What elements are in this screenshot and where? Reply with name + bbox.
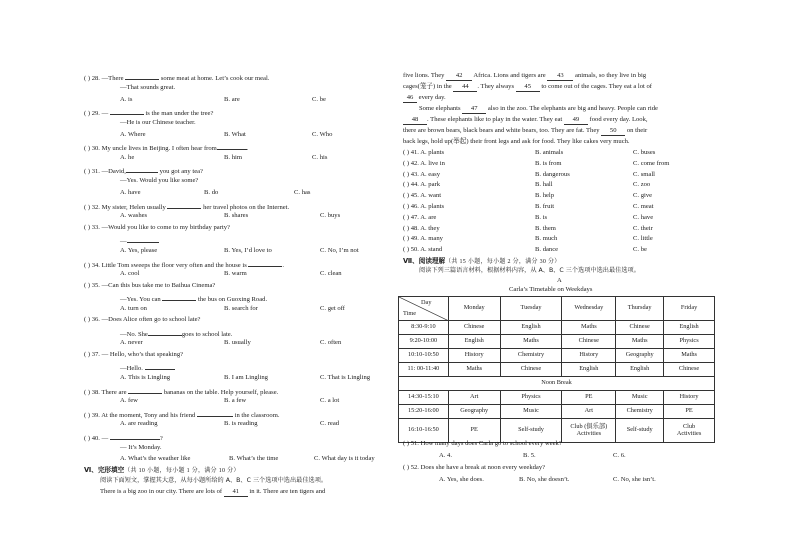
- option: A. Where: [120, 131, 146, 138]
- option: C. 6.: [613, 452, 626, 459]
- question-36-reply: —No. She goes to school late.: [120, 331, 233, 338]
- option: C. meat: [633, 203, 654, 210]
- subject-cell: Maths: [664, 349, 715, 363]
- option: A. washes: [120, 212, 148, 219]
- passage-line: 48 . These elephants like to play in the water. They eat 49 food every day. Look,: [403, 117, 648, 125]
- option: A. never: [120, 339, 143, 346]
- subject-cell: Music: [500, 405, 562, 419]
- option: B. I am Lingling: [224, 374, 268, 381]
- subject-cell: English: [500, 321, 562, 335]
- question-28: ( ) 28. —There some meat at home. Let’s cook our meal.: [84, 75, 270, 82]
- day-header: Tuesday: [500, 297, 562, 321]
- question-32: ( ) 32. My sister, Helen usually her travel photos on the Internet.: [84, 204, 290, 211]
- day-header: Monday: [448, 297, 500, 321]
- cloze-option-row: ( ) 43. A. easy: [403, 170, 440, 178]
- time-label: Time: [403, 310, 417, 317]
- option: C. Who: [312, 131, 333, 138]
- timetable-row: [399, 349, 715, 363]
- option: C. be: [633, 246, 647, 254]
- time-cell: 11: 00-11:40: [399, 363, 449, 377]
- subject-cell: PE: [448, 419, 500, 443]
- passage-line: back legs, hold up(举起) their front legs and ask for food. They like cakes very much.: [403, 138, 630, 145]
- time-cell: 16:10-16:50: [399, 419, 449, 443]
- subject-line: Activities: [576, 429, 602, 437]
- subject-cell: Maths: [616, 335, 664, 349]
- option: A. he: [120, 154, 135, 161]
- timetable-row: [399, 363, 715, 377]
- question-35: ( ) 35. —Can this bus take me to Baihua Cinema?: [84, 282, 216, 289]
- option: A. are reading: [120, 420, 158, 427]
- option: B. 5.: [523, 452, 536, 459]
- time-cell: 14:30-15:10: [399, 391, 449, 405]
- subject-cell: Art: [448, 391, 500, 405]
- passage-line: cages(笼子) in the 44 . They always 45 to come out of the cages. They eat a lot of: [403, 83, 653, 90]
- question-37-reply: —Hello.: [120, 363, 175, 373]
- option: C. their: [633, 224, 653, 232]
- subject-line: Club: [682, 423, 696, 431]
- option: A. few: [120, 397, 138, 404]
- option: B. fruit: [535, 203, 555, 210]
- question-39: ( ) 39. At the moment, Tony and his friend in the classroom.: [84, 412, 280, 419]
- timetable-corner-cell: [399, 297, 449, 321]
- cloze-option-row: ( ) 42. A. live in: [403, 159, 445, 167]
- day-header: Wednesday: [562, 297, 616, 321]
- subject-cell: English: [448, 335, 500, 349]
- passage-line: Some elephants 47 also in the zoo. The elephants are big and heavy. People can ride: [419, 105, 658, 112]
- day-header: Friday: [664, 297, 715, 321]
- question-35-reply: —Yes. You can the bus on Guoxing Road.: [120, 296, 268, 303]
- question-31-reply: —Yes. Would you like some?: [120, 177, 199, 184]
- cloze-option-row: ( ) 41. A. plants: [403, 149, 445, 156]
- question-33: ( ) 33. —Would you like to come to my birthday party?: [84, 224, 230, 231]
- subject-cell: [664, 419, 715, 443]
- time-cell: 15:20-16:00: [399, 405, 449, 419]
- option: A. Yes, please: [120, 247, 158, 254]
- subject-cell: History: [664, 391, 715, 405]
- option: C. get off: [320, 305, 345, 312]
- timetable-row: [399, 335, 715, 349]
- question-28-reply: —That sounds great.: [120, 84, 176, 91]
- timetable-row: [399, 419, 715, 443]
- subject-cell: English: [616, 363, 664, 377]
- option: B. Yes, I’d love to: [224, 247, 272, 254]
- option: B. animals: [535, 149, 564, 156]
- option: B. What’s the time: [229, 455, 279, 462]
- timetable-title: Carla’s Timetable on Weekdays: [509, 286, 593, 293]
- question-34: ( ) 34. Little Tom sweeps the floor very often and the house is .: [84, 262, 285, 269]
- time-cell: 9:20-10:00: [399, 335, 449, 349]
- option: B. dangerous: [535, 170, 570, 178]
- subject-cell: English: [562, 363, 616, 377]
- subject-cell: Chemistry: [616, 405, 664, 419]
- question-40: ( ) 40. — ?: [84, 435, 163, 442]
- subject-cell: [562, 419, 616, 443]
- subject-cell: PE: [664, 405, 715, 419]
- option: B. shares: [224, 212, 249, 219]
- question-36: ( ) 36. —Does Alice often go to school late?: [84, 316, 201, 323]
- option: B. much: [535, 235, 558, 243]
- day-label: Day: [421, 299, 432, 306]
- subject-cell: Maths: [500, 335, 562, 349]
- option: C. clean: [320, 270, 342, 277]
- subject-cell: Physics: [664, 335, 715, 349]
- option: C. buys: [320, 212, 341, 219]
- option: C. be: [312, 96, 326, 103]
- timetable-row: [399, 321, 715, 335]
- question-29-reply: —He is our Chinese teacher.: [120, 119, 196, 126]
- option: A. This is Lingling: [120, 374, 171, 381]
- option: C. have: [633, 213, 654, 221]
- option: A. 4.: [439, 452, 453, 459]
- option: C. give: [633, 192, 653, 200]
- option: B. are: [224, 96, 240, 103]
- timetable: [398, 296, 715, 443]
- option: B. help: [535, 192, 555, 200]
- section-7-heading: Ⅶ、阅读理解（共 15 小题，每小题 2 分，满分 30 分）: [403, 257, 561, 265]
- subject-cell: Chinese: [500, 363, 562, 377]
- subject-cell: Self-study: [616, 419, 664, 443]
- subject-cell: Maths: [448, 363, 500, 377]
- timetable-row: [399, 405, 715, 419]
- passage-line: five lions. They 42 Africa. Lions and tigers are 43 animals, so they live in big: [403, 72, 647, 79]
- option: B. is reading: [224, 420, 258, 427]
- option: A. Yes, she does.: [439, 476, 484, 483]
- subject-cell: History: [562, 349, 616, 363]
- option: C. What day is it today: [314, 455, 375, 462]
- cloze-option-row: ( ) 49. A. many: [403, 235, 443, 243]
- passage-line: 46 every day.: [403, 95, 446, 103]
- option: C. small: [633, 170, 655, 178]
- option: B. dance: [535, 246, 559, 254]
- noon-break-cell: Noon Break: [399, 377, 715, 391]
- option: C. read: [320, 420, 340, 427]
- cloze-option-row: ( ) 44. A. park: [403, 181, 440, 189]
- option: B. hall: [535, 181, 553, 189]
- option: B. warm: [224, 270, 247, 277]
- question-51: ( ) 51. How many days does Carla go to school every week?: [403, 440, 562, 447]
- option: C. No, she isn’t.: [613, 476, 656, 483]
- day-header: Thursday: [616, 297, 664, 321]
- question-37: ( ) 37. — Hello, who’s that speaking?: [84, 351, 184, 358]
- time-cell: 10:10-10:50: [399, 349, 449, 363]
- cloze-option-row: ( ) 47. A. are: [403, 213, 437, 221]
- option: B. do: [204, 189, 219, 196]
- option: B. is from: [535, 159, 562, 167]
- option: C. come from: [633, 159, 670, 167]
- subject-cell: Chinese: [562, 335, 616, 349]
- subject-cell: Geography: [448, 405, 500, 419]
- subject-cell: Chinese: [616, 321, 664, 335]
- option: C. zoo: [633, 181, 651, 189]
- timetable-header-row: [399, 297, 715, 321]
- question-30: ( ) 30. My uncle lives in Beijing. I often hear from .: [84, 145, 249, 152]
- option: B. search for: [224, 305, 258, 312]
- time-cell: 8:30-9:10: [399, 321, 449, 335]
- cloze-option-row: ( ) 45. A. want: [403, 192, 442, 200]
- section-6-heading: Ⅵ、完形填空（共 10 小题，每小题 1 分，满分 10 分）: [84, 466, 240, 474]
- subject-cell: Chinese: [448, 321, 500, 335]
- timetable-row: [399, 391, 715, 405]
- option: C. his: [312, 154, 328, 161]
- subject-cell: Music: [616, 391, 664, 405]
- noon-break-row: [399, 377, 715, 391]
- option: C. buses: [633, 149, 656, 156]
- option: B. a few: [224, 397, 247, 404]
- part-label: A: [557, 277, 562, 284]
- option: C. little: [633, 235, 653, 243]
- option: B. No, she doesn’t.: [519, 476, 570, 483]
- question-31: ( ) 31. —David, you got any tea?: [84, 168, 203, 175]
- subject-cell: Chemistry: [500, 349, 562, 363]
- question-33-reply: —: [120, 236, 159, 246]
- option: A. turn on: [120, 305, 147, 312]
- option: B. him: [224, 154, 242, 161]
- option: C. a lot: [320, 397, 340, 404]
- question-29: ( ) 29. — is the man under the tree?: [84, 110, 214, 117]
- subject-cell: Self-study: [500, 419, 562, 443]
- subject-line: Club (俱乐部): [570, 423, 608, 431]
- subject-cell: Geography: [616, 349, 664, 363]
- option: A. cool: [120, 270, 140, 277]
- option: C. That is Lingling: [320, 374, 371, 381]
- subject-cell: PE: [562, 391, 616, 405]
- subject-cell: History: [448, 349, 500, 363]
- cloze-option-row: ( ) 48. A. they: [403, 224, 440, 232]
- subject-cell: English: [664, 321, 715, 335]
- option: A. What’s the weather like: [120, 455, 191, 462]
- option: C. No, I’m not: [320, 247, 359, 254]
- option: B. What: [224, 131, 246, 138]
- option: B. is: [535, 213, 548, 221]
- question-52: ( ) 52. Does she have a break at noon every weekday?: [403, 464, 546, 471]
- subject-line: Activities: [676, 429, 702, 437]
- option: C. often: [320, 339, 342, 346]
- option: B. usually: [224, 339, 251, 346]
- cloze-option-row: ( ) 50. A. stand: [403, 246, 443, 254]
- subject-cell: Physics: [500, 391, 562, 405]
- passage-line: There is a big zoo in our city. There are lots of 41 in it. There are ten tigers and: [100, 488, 326, 495]
- subject-cell: Chinese: [664, 363, 715, 377]
- passage-line: there are brown bears, black bears and white bears, too. They are fat. They 50 on their: [403, 127, 648, 134]
- cloze-option-row: ( ) 46. A. plants: [403, 203, 445, 210]
- section-7-instructions: 阅读下列三篇语言材料，根据材料内容，从 A、B、C 三个选项中选出最佳选项。: [419, 267, 640, 274]
- question-40-reply: — It’s Monday.: [120, 444, 162, 451]
- option: C. has: [294, 189, 311, 196]
- option: A. have: [120, 189, 141, 196]
- section-6-instructions: 阅读下面短文，掌握其大意，从每小题所给的 A、B、C 三个选项中选出最佳选项。: [100, 477, 328, 484]
- subject-cell: Maths: [562, 321, 616, 335]
- option: B. them: [535, 224, 556, 232]
- question-38: ( ) 38. There are bananas on the table. Help yourself, please.: [84, 389, 279, 396]
- subject-cell: Art: [562, 405, 616, 419]
- option: A. is: [120, 96, 133, 103]
